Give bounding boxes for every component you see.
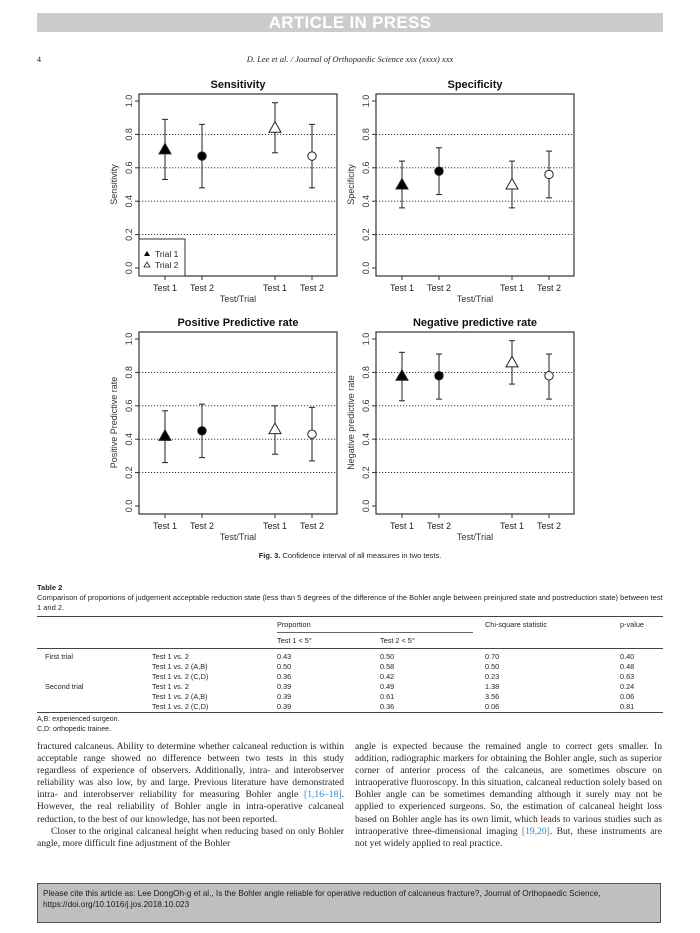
y-tick-label: 0.2	[361, 228, 371, 241]
y-tick-label: 0.2	[124, 228, 134, 241]
table-cell: Test 1 vs. 2	[152, 682, 189, 691]
data-point	[198, 404, 206, 457]
data-point	[269, 103, 281, 153]
y-tick-label: 1.0	[361, 94, 371, 108]
y-tick-label: 0.0	[361, 261, 371, 275]
x-tick-label: Test 2	[189, 521, 215, 531]
y-tick-label: 0.6	[124, 161, 134, 175]
filled-triangle-marker	[396, 370, 408, 381]
header-test2: Test 2 < 5°	[380, 636, 415, 645]
table-cell: Test 1 vs. 2 (C,D)	[152, 672, 209, 681]
table-cell: 0.48	[620, 662, 635, 671]
figure-caption-text: Confidence interval of all measures in two tests.	[282, 551, 442, 560]
table-cell: 3.56	[485, 692, 500, 701]
table-footnote-ab: A,B: experienced surgeon.	[37, 716, 120, 723]
filled-triangle-marker	[396, 179, 408, 190]
running-head: D. Lee et al. / Journal of Orthopaedic Science xxx (xxxx) xxx	[246, 54, 454, 64]
header-test1: Test 1 < 5°	[277, 636, 312, 645]
filled-circle-marker	[198, 427, 206, 435]
body-text: fractured calcaneus. Ability to determine whether calcaneal reduction is within acceptable range showed no difference between two tests in this study regardless of experience of observers. Additionally, intra- and interobserver reliability was also low, by and large. Previous literature have demonstrated intra- and interobserver reliability for measuring Bohler angle	[37, 741, 344, 801]
filled-circle-marker	[435, 372, 443, 380]
table-top-rule	[37, 616, 663, 617]
data-point	[506, 341, 518, 384]
y-tick-label: 1.0	[124, 94, 134, 108]
x-tick-label: Test 2	[299, 521, 325, 531]
x-tick-label: Test 1	[262, 521, 288, 531]
table-cell: 0.43	[277, 652, 292, 661]
data-point	[269, 406, 281, 454]
reference-link[interactable]: [1,16–18]	[304, 789, 342, 801]
legend-label: Trial 1	[155, 249, 179, 259]
y-tick-label: 0.2	[361, 466, 371, 479]
table-cell: 0.49	[380, 682, 395, 691]
y-tick-label: 1.0	[124, 332, 134, 346]
table-cell: 0.63	[620, 672, 635, 681]
x-axis-label: Test/Trial	[219, 294, 257, 304]
table-footnote-cd: C,D: orthopedic trainee.	[37, 726, 111, 733]
open-circle-marker	[308, 152, 316, 160]
negative-predictive-rate-chart	[337, 310, 587, 548]
filled-circle-marker	[435, 167, 443, 175]
y-axis-label: Negative predictive rate	[346, 375, 356, 470]
table-bottom-rule	[37, 712, 663, 713]
open-circle-marker	[545, 372, 553, 380]
chart-legend	[139, 239, 185, 276]
plot-frame	[376, 332, 574, 514]
y-tick-label: 0.0	[361, 499, 371, 513]
body-paragraph: Closer to the original calcaneal height when reducing based on only Bohler angle, more difficult fine adjustment of the Bohler	[37, 825, 344, 849]
data-point	[159, 411, 171, 463]
data-point	[159, 119, 171, 179]
x-tick-label: Test 1	[389, 521, 415, 531]
y-tick-label: 0.8	[124, 128, 134, 141]
data-point	[545, 151, 553, 198]
legend-label: Trial 2	[155, 260, 179, 270]
table-cell: 0.23	[485, 672, 500, 681]
table-cell: 0.42	[380, 672, 395, 681]
body-text: angle is expected because the remained angle to correct gets smaller. In addition, radiographic markers for obtaining the Bohler angle, such as superior corner of anterior process of the calcaneus, are sometimes obscure on intraoperative fluoroscopy. In this situation, calcaneal reduction solely based on Bohler angle can be sometimes demanding although it surely may not be applied to experienced surgeons. So, the estimation of calcaneal height loss based on Bohler angle has its own limit, which leads to various studies such as intraoperative three-dimensional imaging	[355, 741, 662, 837]
page-number: 4	[37, 55, 41, 64]
table-cell: 0.39	[277, 702, 292, 711]
x-tick-label: Test 1	[499, 283, 525, 293]
body-paragraph	[355, 741, 662, 850]
plot-frame	[139, 332, 337, 514]
table-cell: 0.40	[620, 652, 635, 661]
y-axis-label: Sensitivity	[109, 164, 119, 205]
table-cell: First trial	[45, 652, 73, 661]
table-cell: Test 1 vs. 2 (A,B)	[152, 692, 208, 701]
article-in-press-banner: ARTICLE IN PRESS	[37, 13, 663, 32]
specificity-chart	[337, 72, 587, 310]
table-cell: 0.24	[620, 682, 635, 691]
x-tick-label: Test 2	[299, 283, 325, 293]
data-point	[506, 161, 518, 208]
table-cell: 0.61	[380, 692, 395, 701]
body-text: . However, the real reliability of Bohler angle in intra-operative calcaneal reduction, to the best of our knowledge, has not been reported.	[37, 789, 344, 825]
body-column-left	[37, 741, 344, 850]
chart-title: Negative predictive rate	[412, 317, 538, 329]
open-triangle-marker	[269, 423, 281, 434]
y-tick-label: 0.8	[361, 128, 371, 141]
filled-circle-marker	[198, 152, 206, 160]
open-triangle-marker	[506, 356, 518, 367]
body-paragraph	[37, 741, 344, 826]
data-point	[435, 148, 443, 195]
x-tick-label: Test 2	[536, 521, 562, 531]
x-tick-label: Test 2	[426, 283, 452, 293]
table-cell: 0.50	[485, 662, 500, 671]
chart-title: Positive Predictive rate	[177, 317, 299, 329]
positive-predictive-rate-chart	[100, 310, 350, 548]
header-p-value: p-value	[620, 620, 644, 629]
body-column-right	[355, 741, 662, 850]
figure-caption	[0, 551, 700, 560]
y-axis-label: Specificity	[346, 164, 356, 205]
y-tick-label: 0.4	[124, 432, 134, 446]
y-tick-label: 0.0	[124, 261, 134, 275]
y-axis-label: Positive Predictive rate	[109, 376, 119, 469]
filled-triangle-marker	[159, 143, 171, 154]
table-header-rule	[37, 648, 663, 649]
data-point	[198, 124, 206, 187]
table-cell: Second trial	[45, 682, 84, 691]
x-tick-label: Test 2	[189, 283, 215, 293]
body-text: . But, these instruments are not yet widely applied to real practice.	[355, 825, 662, 849]
data-point	[308, 407, 316, 460]
open-triangle-marker	[269, 122, 281, 133]
y-tick-label: 0.2	[124, 466, 134, 479]
open-triangle-marker	[506, 179, 518, 190]
table-cell: 0.06	[620, 692, 635, 701]
chart-title: Sensitivity	[210, 79, 266, 91]
table-cell: 0.39	[277, 682, 292, 691]
citation-box: Please cite this article as: Lee DongOh-g et al., Is the Bohler angle reliable for operative reduction of calcaneus fracture?, Journal of Orthopaedic Science, https://doi.org/10.1016/j.jos.2018.10.023	[37, 883, 661, 923]
x-axis-label: Test/Trial	[219, 532, 257, 542]
table-cell: 0.06	[485, 702, 500, 711]
table-cell: 0.50	[380, 652, 395, 661]
table-cell: 0.58	[380, 662, 395, 671]
header-group-proportion: Proportion	[277, 620, 311, 629]
x-tick-label: Test 2	[426, 521, 452, 531]
table-cell: 0.70	[485, 652, 500, 661]
sensitivity-chart	[100, 72, 350, 310]
x-tick-label: Test 1	[262, 283, 288, 293]
x-axis-label: Test/Trial	[456, 532, 494, 542]
chart-title: Specificity	[447, 79, 503, 91]
table-cell: 0.81	[620, 702, 635, 711]
y-tick-label: 0.0	[124, 499, 134, 513]
header-chi-square: Chi-square statistic	[485, 620, 548, 629]
y-tick-label: 0.8	[124, 366, 134, 379]
table-cell: 0.39	[277, 692, 292, 701]
data-point	[545, 354, 553, 399]
header-group-rule	[277, 632, 473, 633]
x-axis-label: Test/Trial	[456, 294, 494, 304]
y-tick-label: 0.4	[124, 194, 134, 208]
data-point	[435, 354, 443, 399]
x-tick-label: Test 1	[499, 521, 525, 531]
x-tick-label: Test 2	[536, 283, 562, 293]
table-description: Comparison of proportions of judgement acceptable reduction state (less than 5 degrees of the difference of the Bohler angle between preinjured state and postreduction state) between test 1 and 2.	[37, 593, 663, 612]
table-cell: 0.36	[277, 672, 292, 681]
table-cell: Test 1 vs. 2 (A,B)	[152, 662, 208, 671]
y-tick-label: 1.0	[361, 332, 371, 346]
y-tick-label: 0.4	[361, 194, 371, 208]
table-cell: Test 1 vs. 2	[152, 652, 189, 661]
table-cell: 0.50	[277, 662, 292, 671]
table-title: Table 2	[37, 583, 63, 592]
y-tick-label: 0.6	[361, 161, 371, 175]
open-circle-marker	[545, 170, 553, 178]
y-tick-label: 0.6	[361, 399, 371, 413]
open-circle-marker	[308, 430, 316, 438]
y-tick-label: 0.8	[361, 366, 371, 379]
y-tick-label: 0.6	[124, 399, 134, 413]
data-point	[396, 352, 408, 400]
table-cell: 1.38	[485, 682, 500, 691]
table-cell: Test 1 vs. 2 (C,D)	[152, 702, 209, 711]
y-tick-label: 0.4	[361, 432, 371, 446]
data-point	[308, 124, 316, 187]
x-tick-label: Test 1	[152, 521, 178, 531]
table-cell: 0.36	[380, 702, 395, 711]
x-tick-label: Test 1	[152, 283, 178, 293]
x-tick-label: Test 1	[389, 283, 415, 293]
filled-triangle-marker	[159, 430, 171, 441]
reference-link[interactable]: [19,20]	[521, 825, 550, 837]
figure-label: Fig. 3.	[258, 551, 281, 560]
